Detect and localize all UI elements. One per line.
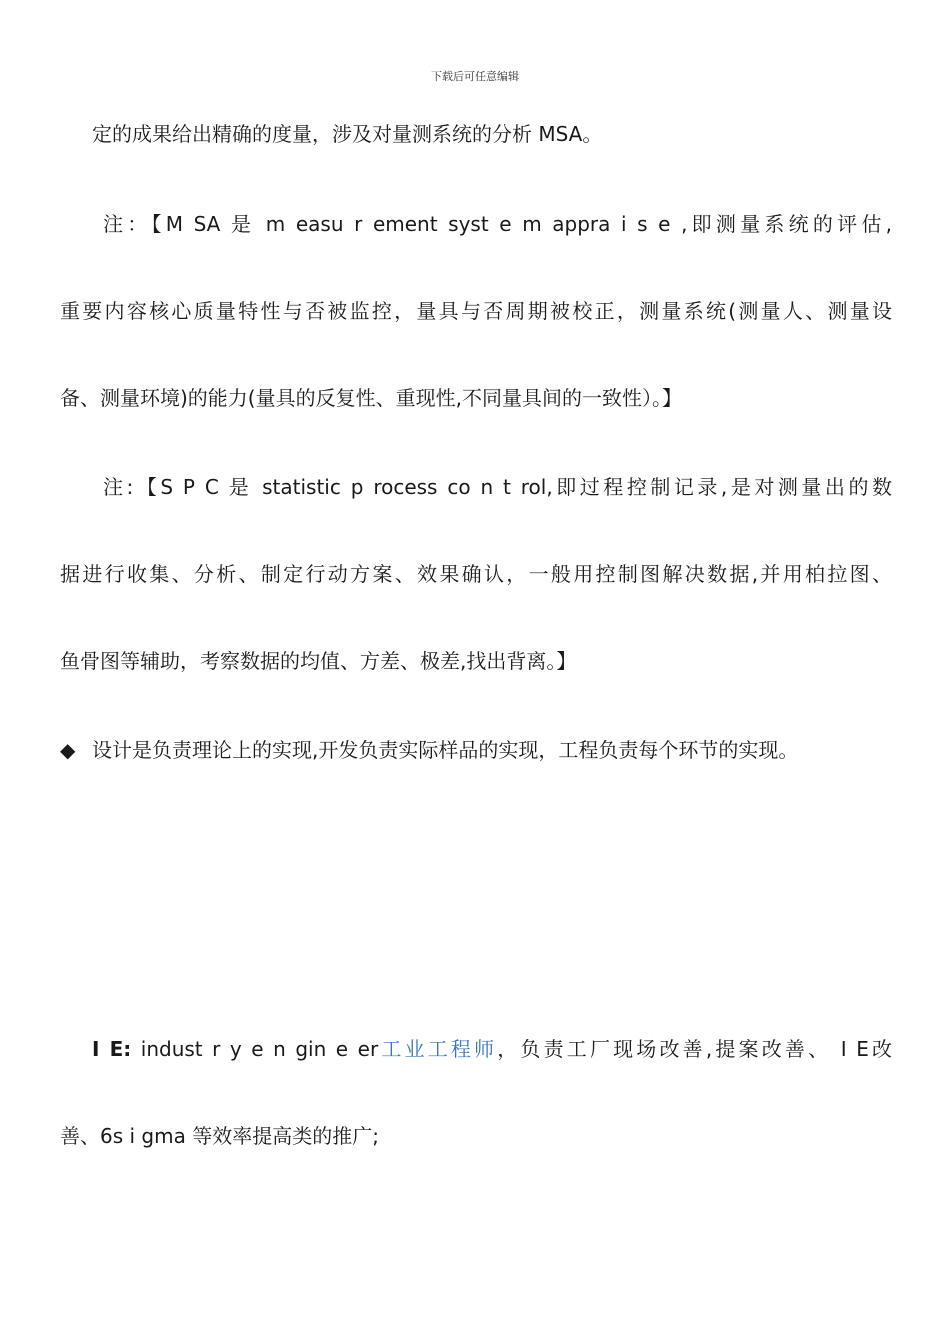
paragraph-msa-intro: 定的成果给出精确的度量，涉及对量测系统的分析 MSA。: [92, 122, 603, 146]
ie-label: I E:: [92, 1037, 132, 1061]
ie-link[interactable]: 工业工程师: [378, 1037, 498, 1061]
ie-rest: ，负责工厂现场改善,提案改善、 I E改: [497, 1037, 892, 1061]
note-msa-line-1: 注：【M SA 是 m easu r ement syst e m appra i s e ,即测量系统的评估,: [103, 212, 892, 236]
ie-paragraph-line-1: [92, 1035, 892, 1063]
note-spc-line-3: 鱼骨图等辅助，考察数据的均值、方差、极差,找出背离。】: [60, 649, 577, 673]
bullet-text: 设计是负责理论上的实现,开发负责实际样品的实现，工程负责每个环节的实现。: [92, 738, 799, 762]
diamond-bullet-icon: ◆: [60, 738, 76, 762]
ie-term: indust r y e n gin e er: [131, 1037, 379, 1061]
note-msa-line-3: 备、测量环境)的能力(量具的反复性、重现性,不同量具间的一致性）。】: [60, 386, 682, 410]
page-header: 下载后可任意编辑: [431, 70, 519, 83]
bullet-item-design: [60, 736, 892, 764]
note-spc-line-1: 注:【S P C 是 statistic p rocess co n t rol,即过程控制记录,是对测量出的数: [103, 475, 892, 499]
note-msa-line-2: 重要内容核心质量特性与否被监控，量具与否周期被校正，测量系统(测量人、测量设: [60, 299, 892, 323]
note-spc-line-2: 据进行收集、分析、制定行动方案、效果确认，一般用控制图解决数据,并用柏拉图、: [60, 562, 892, 586]
ie-paragraph-line-2: 善、6s i gma 等效率提高类的推广;: [60, 1124, 379, 1148]
